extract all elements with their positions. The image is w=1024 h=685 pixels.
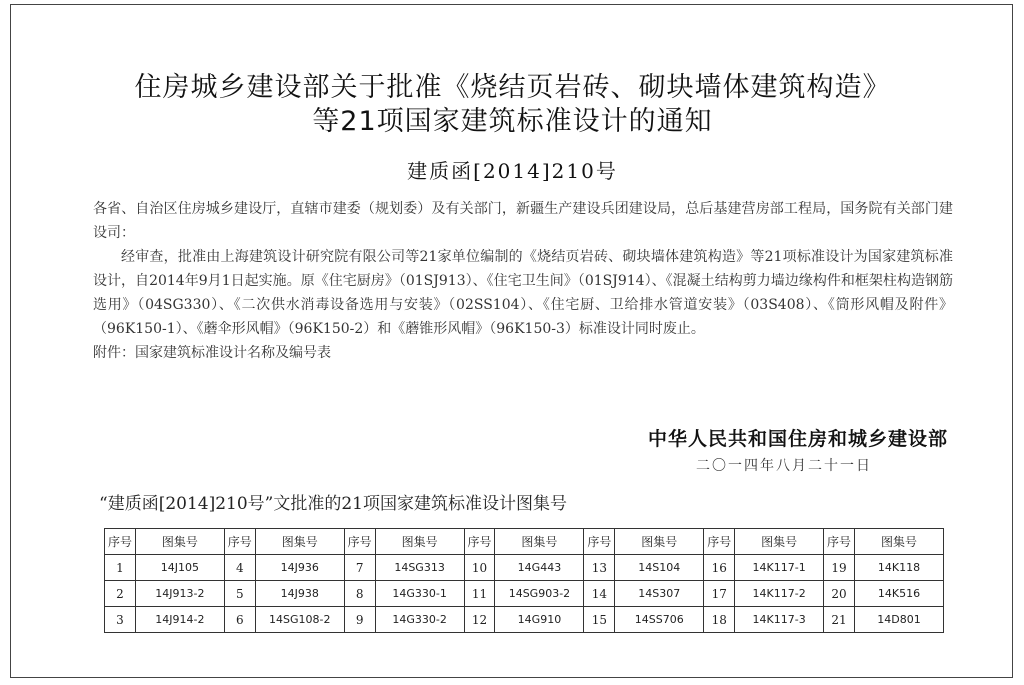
row-number: 3 <box>105 607 136 633</box>
title-line-2: 等21项国家建筑标准设计的通知 <box>312 106 713 137</box>
document-page <box>10 4 1013 678</box>
row-number: 8 <box>344 581 375 607</box>
table-row <box>105 607 944 633</box>
row-number: 4 <box>224 555 255 581</box>
atlas-code: 14J938 <box>255 581 344 607</box>
row-number: 21 <box>824 607 855 633</box>
table-row <box>105 581 944 607</box>
row-number: 18 <box>704 607 735 633</box>
header-code: 图集号 <box>255 529 344 555</box>
atlas-number-table <box>104 528 944 633</box>
header-code: 图集号 <box>855 529 944 555</box>
issuer-signature: 中华人民共和国住房和城乡建设部 <box>647 428 948 450</box>
header-no: 序号 <box>704 529 735 555</box>
atlas-code: 14G330-2 <box>375 607 464 633</box>
row-number: 15 <box>584 607 615 633</box>
atlas-code: 14SS706 <box>615 607 704 633</box>
notice-body <box>93 197 953 365</box>
row-number: 19 <box>824 555 855 581</box>
atlas-code: 14G330-1 <box>375 581 464 607</box>
row-number: 9 <box>344 607 375 633</box>
atlas-code: 14SG108-2 <box>255 607 344 633</box>
row-number: 12 <box>464 607 495 633</box>
row-number: 13 <box>584 555 615 581</box>
atlas-code: 14K117-1 <box>735 555 824 581</box>
table-header-row <box>105 529 944 555</box>
atlas-code: 14G443 <box>495 555 584 581</box>
row-number: 14 <box>584 581 615 607</box>
issue-date: 二〇一四年八月二十一日 <box>696 458 872 474</box>
header-code: 图集号 <box>735 529 824 555</box>
header-code: 图集号 <box>375 529 464 555</box>
row-number: 20 <box>824 581 855 607</box>
atlas-code: 14D801 <box>855 607 944 633</box>
atlas-code: 14K118 <box>855 555 944 581</box>
atlas-code: 14K117-2 <box>735 581 824 607</box>
header-code: 图集号 <box>495 529 584 555</box>
row-number: 7 <box>344 555 375 581</box>
header-code: 图集号 <box>615 529 704 555</box>
approval-paragraph: 经审查，批准由上海建筑设计研究院有限公司等21家单位编制的《烧结页岩砖、砌块墙体建筑构造》等21项标准设计为国家建筑标准设计，自2014年9月1日起实施。原《住宅厨房》（01SJ913）、《住宅卫生间》（01SJ914）、《混凝土结构剪力墙边缘构件和框架柱构造钢筋选用》（04SG330）、《二次供水消毒设备选用与安装》（02SS104）、《住宅厨、卫给排水管道安装》（03S408）、《筒形风帽及附件》（96K150-1）、《蘑伞形风帽》（96K150-2）和《蘑锥形风帽》（96K150-3）标准设计同时废止。 <box>93 249 953 337</box>
document-number: 建质函[2014]210号 <box>407 159 618 183</box>
atlas-code: 14J105 <box>135 555 224 581</box>
row-number: 1 <box>105 555 136 581</box>
atlas-code: 14K117-3 <box>735 607 824 633</box>
atlas-code: 14S307 <box>615 581 704 607</box>
row-number: 17 <box>704 581 735 607</box>
row-number: 10 <box>464 555 495 581</box>
atlas-code: 14G910 <box>495 607 584 633</box>
table-row <box>105 555 944 581</box>
atlas-code: 14S104 <box>615 555 704 581</box>
header-no: 序号 <box>464 529 495 555</box>
row-number: 5 <box>224 581 255 607</box>
addressee-paragraph: 各省、自治区住房城乡建设厅，直辖市建委（规划委）及有关部门，新疆生产建设兵团建设局，总后基建营房部工程局，国务院有关部门建设司： <box>93 201 953 241</box>
table-caption: “建质函[2014]210号”文批准的21项国家建筑标准设计图集号 <box>99 494 567 514</box>
atlas-code: 14K516 <box>855 581 944 607</box>
atlas-code: 14J913-2 <box>135 581 224 607</box>
header-no: 序号 <box>344 529 375 555</box>
header-no: 序号 <box>224 529 255 555</box>
row-number: 6 <box>224 607 255 633</box>
header-no: 序号 <box>584 529 615 555</box>
atlas-code: 14J936 <box>255 555 344 581</box>
row-number: 11 <box>464 581 495 607</box>
title-line-1: 住房城乡建设部关于批准《烧结页岩砖、砌块墙体建筑构造》 <box>134 72 891 103</box>
atlas-code: 14SG903-2 <box>495 581 584 607</box>
row-number: 2 <box>105 581 136 607</box>
attachment-line: 附件：国家建筑标准设计名称及编号表 <box>93 345 331 361</box>
header-no: 序号 <box>105 529 136 555</box>
row-number: 16 <box>704 555 735 581</box>
atlas-code: 14SG313 <box>375 555 464 581</box>
header-no: 序号 <box>824 529 855 555</box>
header-code: 图集号 <box>135 529 224 555</box>
atlas-code: 14J914-2 <box>135 607 224 633</box>
